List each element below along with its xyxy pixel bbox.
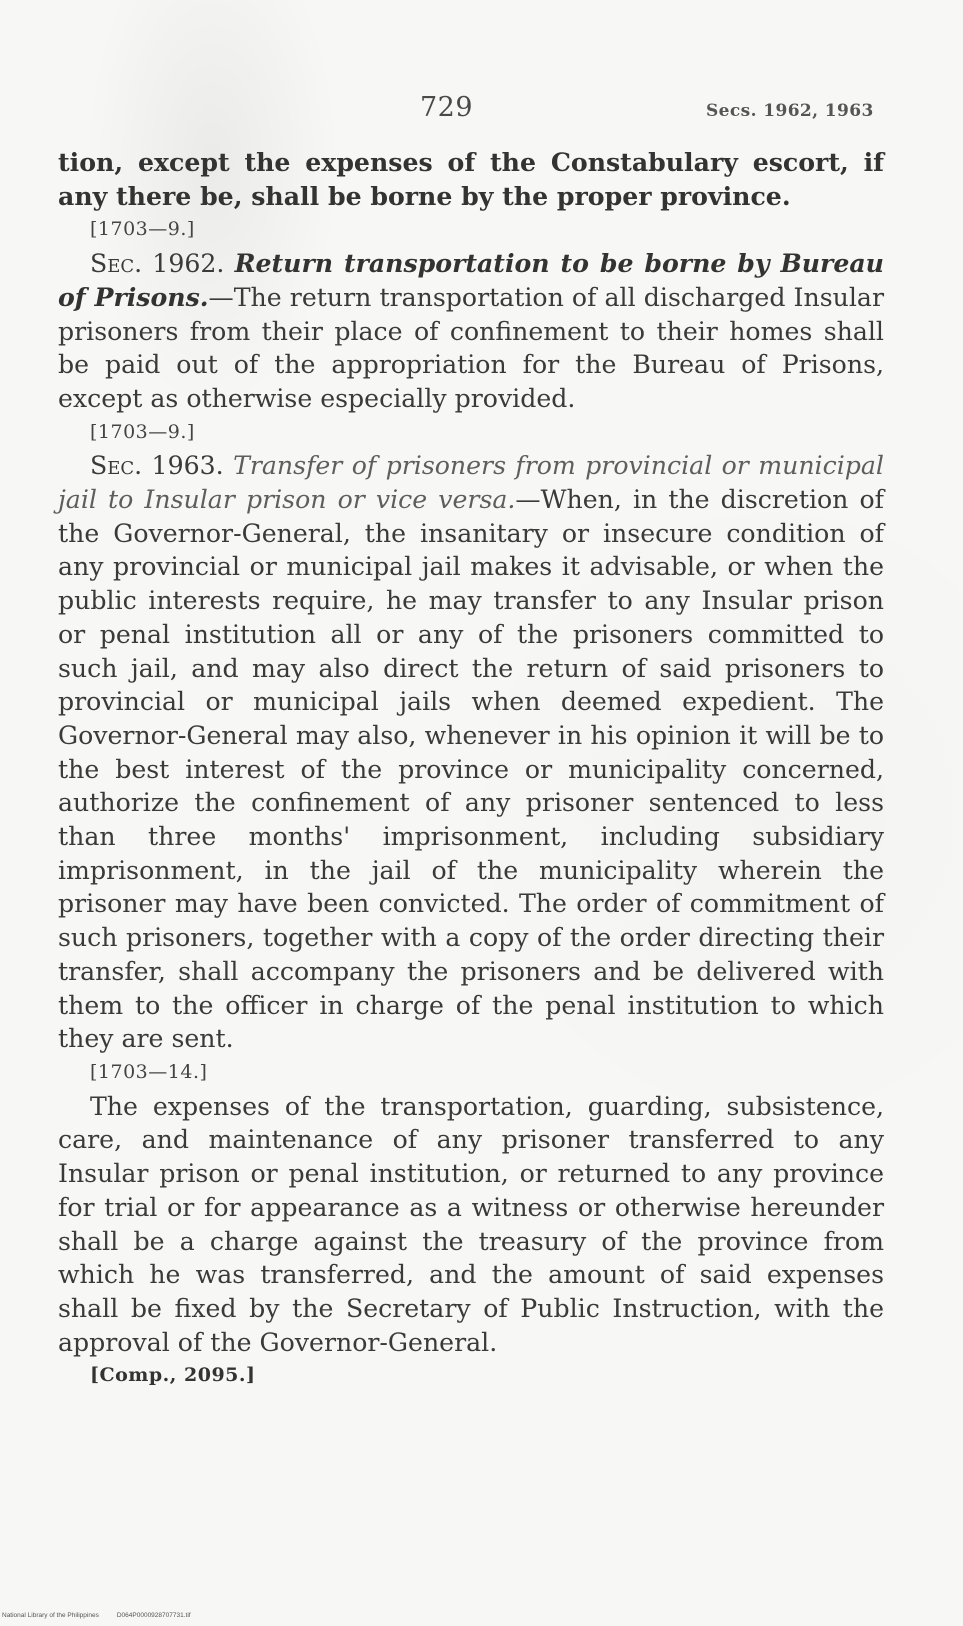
continuation-paragraph: tion, except the expenses of the Constabulary escort, if any there be, shall be borne by the proper province. (58, 147, 884, 211)
section-1963-label: Sec. 1963. (90, 451, 224, 481)
citation-1703-9-a: [1703—9.] (90, 218, 195, 241)
scan-footer (2, 1612, 191, 1619)
section-1963 (58, 449, 884, 1056)
section-1963-text: —When, in the discretion of the Governor-General, the insanitary or insecure condition of any provincial or municipal jail makes it advisable, or when the public interests require, he may transfer to any Insular prison or penal institution all or any of the prisoners committed to such jail, and may also direct the return of said prisoners to provincial or municipal jails when deemed expedient. The Governor-General may also, whenever in his opinion it will be to the best interest of the province or municipality concerned, authorize the confinement of any prisoner sentenced to less than three months' imprisonment, including subsidiary imprisonment, in the jail of the municipality wherein the prisoner may have been convicted. The order of commitment of such prisoners, together with a copy of the order directing their transfer, shall accompany the prisoners and be delivered with them to the officer in charge of the penal institution to which they are sent. (58, 485, 884, 1054)
section-1962 (58, 247, 884, 416)
running-header-section-ref: Secs. 1962, 1963 (706, 101, 874, 121)
page-body (58, 146, 884, 1393)
section-1962-title: Return transportation to be borne by Bureau of Prisons. (58, 248, 884, 312)
citation-1703-9-b: [1703—9.] (90, 420, 195, 443)
section-1963-title: Transfer of prisoners from provincial or municipal jail to Insular prison or vice versa. (58, 451, 884, 515)
section-1962-label: Sec. 1962. (90, 249, 225, 279)
page-number: 729 (420, 92, 474, 123)
file-identifier: D064P0000928707731.tif (116, 1612, 191, 1619)
expenses-paragraph: The expenses of the transportation, guarding, subsistence, care, and maintenance of any prisoner transferred to any Insular prison or penal institution, or returned to any province for trial or for appearance as a witness or otherwise hereunder shall be a charge against the treasury of the province from which he was transferred, and the amount of said expenses shall be fixed by the Secretary of Public Instruction, with the approval of the Governor-General. (58, 1091, 884, 1357)
library-credit: National Library of the Philippines (2, 1612, 99, 1619)
citation-1703-14: [1703—14.] (90, 1060, 208, 1083)
section-1962-text: —The return transportation of all discharged Insular prisoners from their place of confinement to their homes shall be paid out of the appropriation for the Bureau of Prisons, except as otherwise especially provided. (58, 282, 884, 413)
citation-comp-2095: [Comp., 2095.] (90, 1364, 256, 1387)
